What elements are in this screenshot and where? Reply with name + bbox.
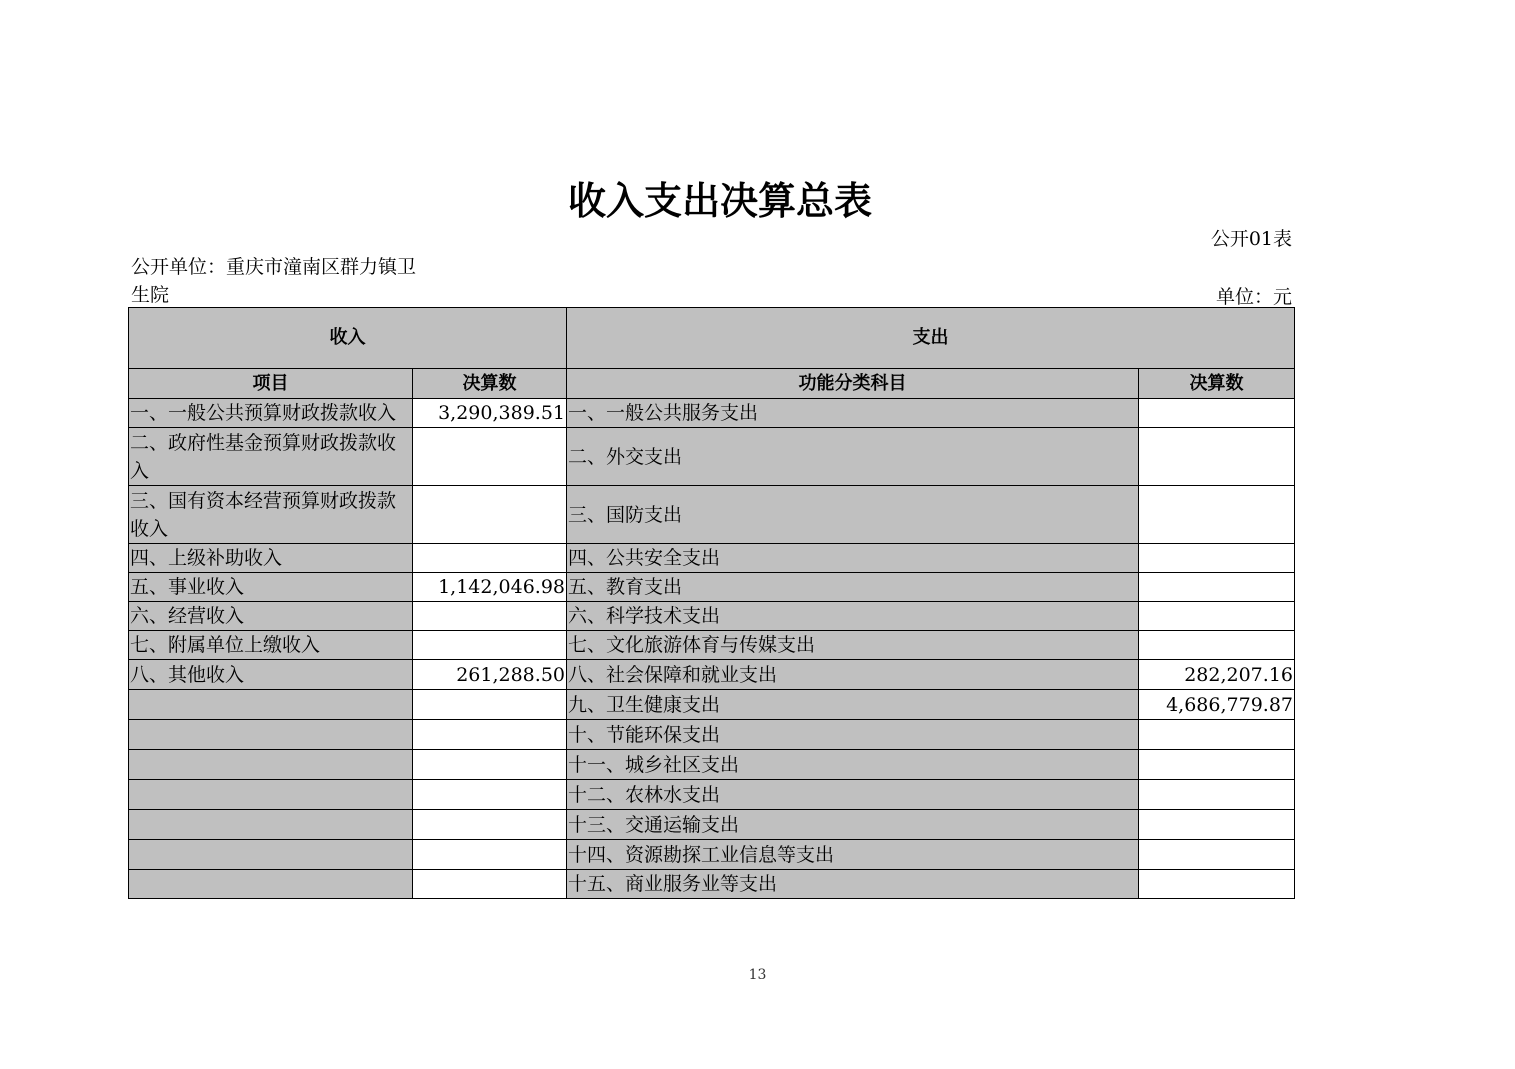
income-item — [129, 720, 413, 750]
expense-amount — [1139, 810, 1295, 840]
income-amount — [413, 602, 567, 631]
table-row — [129, 428, 1295, 486]
expense-section-header: 支出 — [567, 308, 1295, 369]
table-row — [129, 870, 1295, 899]
expense-amount — [1139, 720, 1295, 750]
table-row — [129, 810, 1295, 840]
expense-amount — [1139, 486, 1295, 544]
expense-amount — [1139, 573, 1295, 602]
income-item: 六、经营收入 — [129, 602, 413, 631]
expense-amount — [1139, 602, 1295, 631]
table-row — [129, 631, 1295, 660]
income-amount — [413, 428, 567, 486]
expense-item: 十五、商业服务业等支出 — [567, 870, 1139, 899]
table-row — [129, 602, 1295, 631]
table-row — [129, 840, 1295, 870]
column-header-item: 项目 — [129, 369, 413, 399]
income-item: 八、其他收入 — [129, 660, 413, 690]
income-item: 四、上级补助收入 — [129, 544, 413, 573]
income-item — [129, 840, 413, 870]
income-item: 二、政府性基金预算财政拨款收入 — [129, 428, 413, 486]
expense-item: 十一、城乡社区支出 — [567, 750, 1139, 780]
expense-item: 六、科学技术支出 — [567, 602, 1139, 631]
income-expense-table — [128, 307, 1295, 899]
income-item: 三、国有资本经营预算财政拨款收入 — [129, 486, 413, 544]
page-number: 13 — [748, 967, 767, 983]
table-row — [129, 573, 1295, 602]
expense-amount: 4,686,779.87 — [1139, 690, 1295, 720]
income-item — [129, 690, 413, 720]
income-amount — [413, 690, 567, 720]
income-item — [129, 810, 413, 840]
expense-item: 三、国防支出 — [567, 486, 1139, 544]
column-header-category: 功能分类科目 — [567, 369, 1139, 399]
table-row — [129, 780, 1295, 810]
income-item — [129, 870, 413, 899]
income-item — [129, 780, 413, 810]
column-header-income-amount: 决算数 — [413, 369, 567, 399]
expense-item: 八、社会保障和就业支出 — [567, 660, 1139, 690]
form-number: 公开01表 — [1210, 228, 1292, 250]
expense-amount — [1139, 399, 1295, 428]
table-row — [129, 750, 1295, 780]
income-item — [129, 750, 413, 780]
column-header-expense-amount: 决算数 — [1139, 369, 1295, 399]
expense-item: 二、外交支出 — [567, 428, 1139, 486]
expense-item: 十四、资源勘探工业信息等支出 — [567, 840, 1139, 870]
expense-amount — [1139, 428, 1295, 486]
reporting-unit: 公开单位：重庆市潼南区群力镇卫生院 — [131, 256, 417, 306]
expense-item: 十、节能环保支出 — [567, 720, 1139, 750]
expense-item: 十三、交通运输支出 — [567, 810, 1139, 840]
income-amount — [413, 720, 567, 750]
table-row — [129, 690, 1295, 720]
income-amount — [413, 631, 567, 660]
expense-item: 十二、农林水支出 — [567, 780, 1139, 810]
table-row — [129, 720, 1295, 750]
income-amount: 1,142,046.98 — [413, 573, 567, 602]
currency-unit: 单位：元 — [1215, 286, 1292, 308]
expense-item: 九、卫生健康支出 — [567, 690, 1139, 720]
income-amount — [413, 810, 567, 840]
income-amount — [413, 544, 567, 573]
income-amount: 261,288.50 — [413, 660, 567, 690]
income-section-header: 收入 — [129, 308, 567, 369]
expense-item: 七、文化旅游体育与传媒支出 — [567, 631, 1139, 660]
expense-amount — [1139, 780, 1295, 810]
expense-amount: 282,207.16 — [1139, 660, 1295, 690]
income-amount — [413, 840, 567, 870]
expense-item: 五、教育支出 — [567, 573, 1139, 602]
expense-amount — [1139, 544, 1295, 573]
expense-amount — [1139, 870, 1295, 899]
income-item: 五、事业收入 — [129, 573, 413, 602]
income-item: 一、一般公共预算财政拨款收入 — [129, 399, 413, 428]
expense-amount — [1139, 631, 1295, 660]
table-row — [129, 399, 1295, 428]
expense-item: 一、一般公共服务支出 — [567, 399, 1139, 428]
income-amount — [413, 750, 567, 780]
page-title: 收入支出决算总表 — [567, 179, 872, 223]
table-row — [129, 660, 1295, 690]
income-amount — [413, 870, 567, 899]
expense-item: 四、公共安全支出 — [567, 544, 1139, 573]
income-item: 七、附属单位上缴收入 — [129, 631, 413, 660]
table-row — [129, 486, 1295, 544]
income-amount — [413, 780, 567, 810]
income-amount — [413, 486, 567, 544]
expense-amount — [1139, 750, 1295, 780]
table-row — [129, 544, 1295, 573]
income-amount: 3,290,389.51 — [413, 399, 567, 428]
expense-amount — [1139, 840, 1295, 870]
